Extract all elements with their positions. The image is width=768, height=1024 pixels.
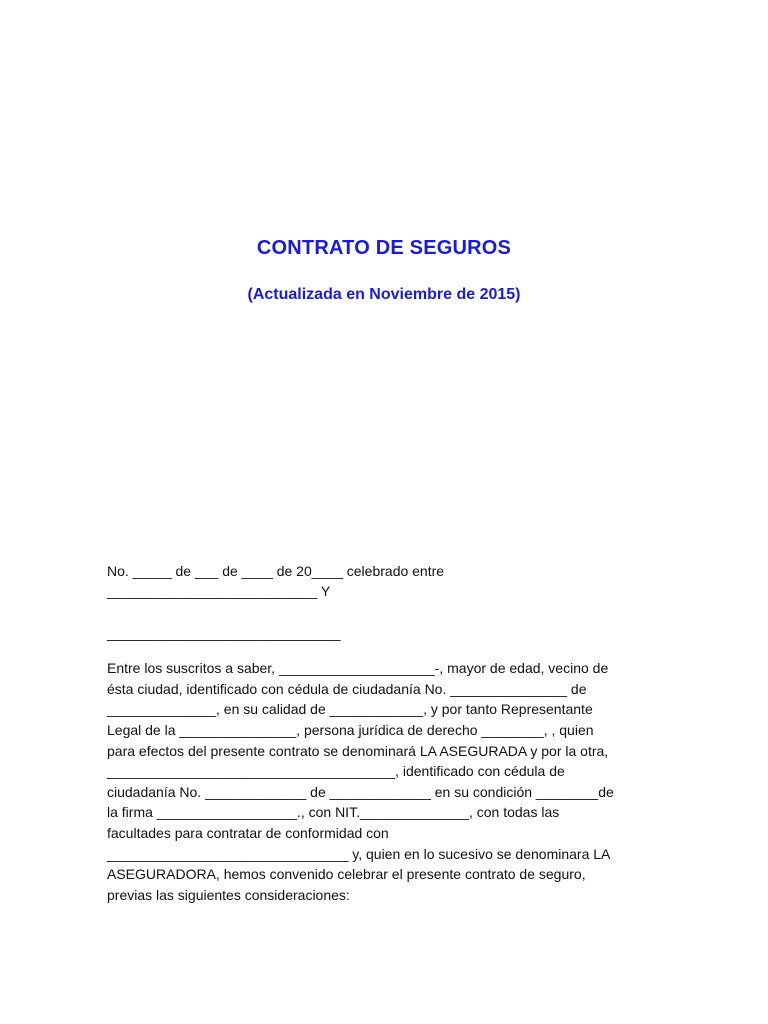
body-line: para efectos del presente contrato se denominará LA ASEGURADA y por la otra,	[107, 743, 609, 759]
body-line: Legal de la _______________, persona jurídica de derecho ________, , quien	[107, 722, 594, 738]
body-line: _______________________________ y, quien en lo sucesivo se denominara LA	[107, 846, 611, 862]
body-line: ciudadanía No. _____________ de _____________ en su condición ________de	[107, 784, 614, 800]
body-line: _____________________________________, identificado con cédula de	[107, 763, 565, 779]
body-line: ______________, en su calidad de ____________, y por tanto Representante	[107, 701, 593, 717]
body-line: ASEGURADORA, hemos convenido celebrar el presente contrato de seguro,	[107, 866, 586, 882]
header-line: No. _____ de ___ de ____ de 20____ celebrado entre	[107, 563, 445, 579]
body-line: facultades para contratar de conformidad con	[107, 825, 389, 841]
document-title: CONTRATO DE SEGUROS	[256, 237, 512, 259]
header-line: ______________________________	[107, 625, 341, 641]
body-line: Entre los suscritos a saber, ____________________-, mayor de edad, vecino de	[107, 660, 609, 676]
body-line: previas las siguientes consideraciones:	[107, 887, 350, 903]
body-line: ésta ciudad, identificado con cédula de ciudadanía No. _______________ de	[107, 681, 587, 697]
header-line: ___________________________ Y	[107, 583, 331, 599]
body-line: la firma __________________., con NIT.______________, con todas las	[107, 804, 560, 820]
document-subtitle: (Actualizada en Noviembre de 2015)	[247, 286, 521, 303]
